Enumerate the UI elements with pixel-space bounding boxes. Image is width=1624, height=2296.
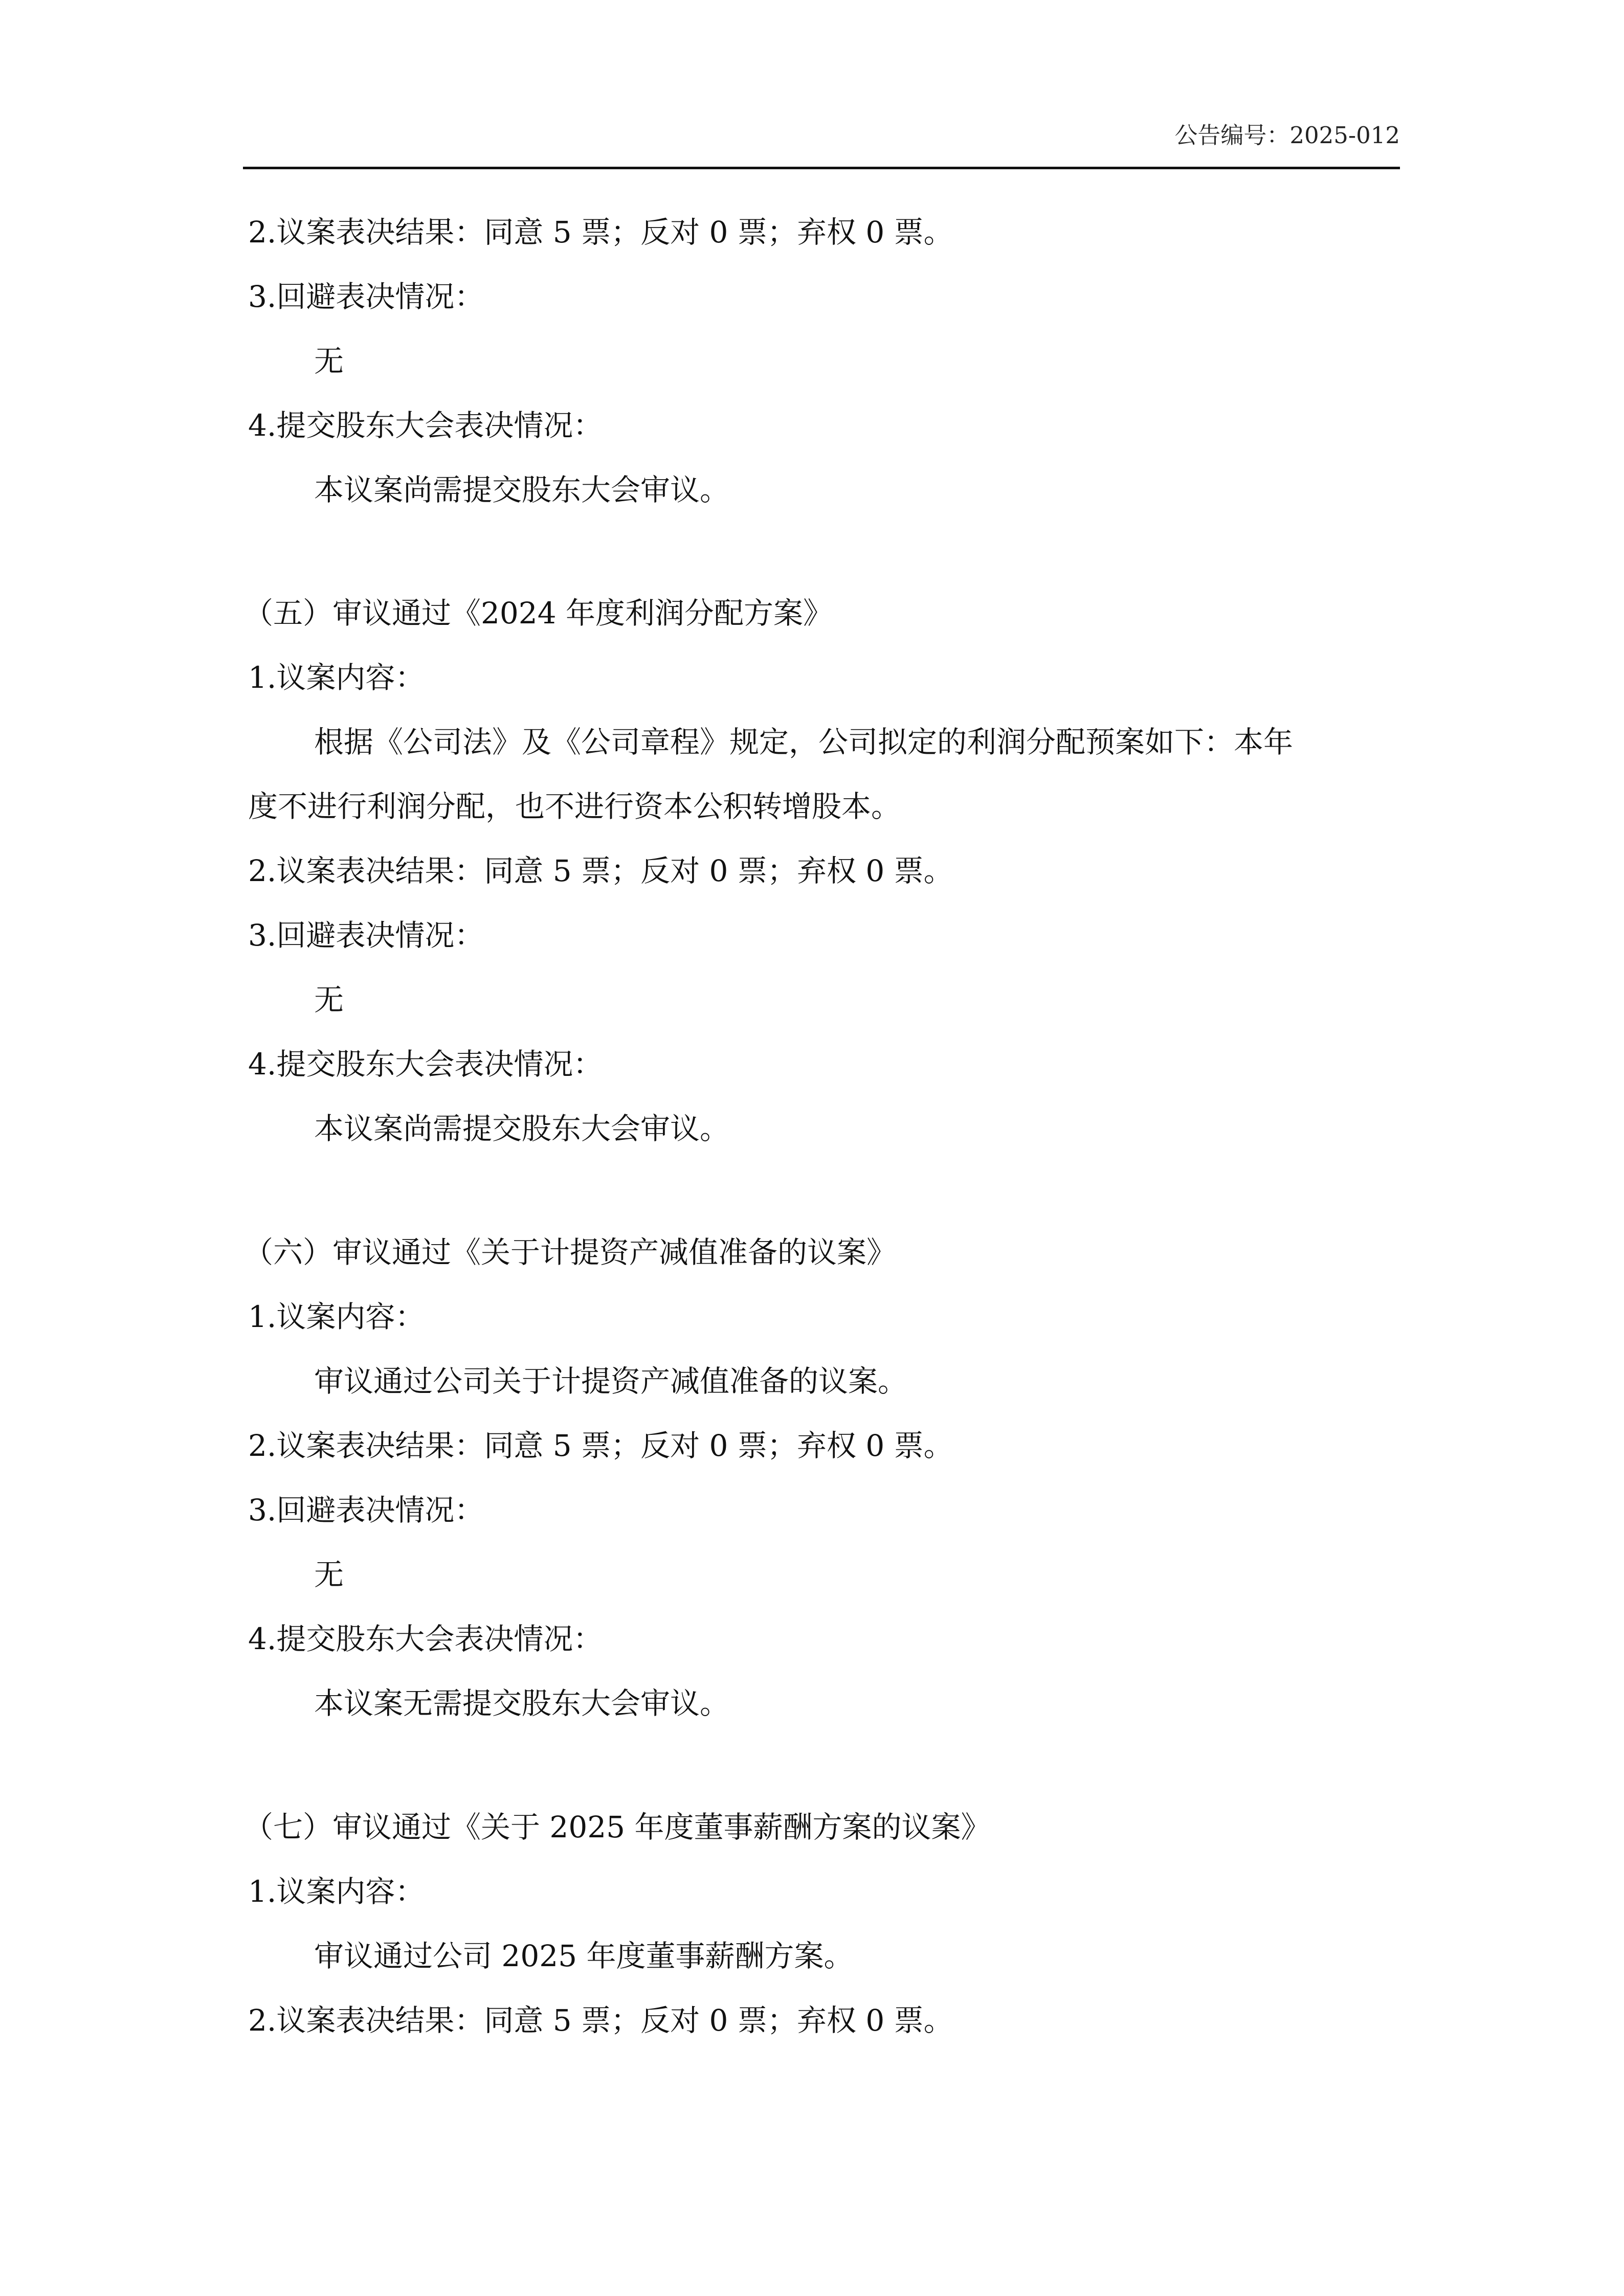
header-divider [243, 167, 1400, 169]
vote-result-line: 2.议案表决结果：同意 5 票；反对 0 票；弃权 0 票。 [248, 215, 953, 250]
shareholder-value: 本议案无需提交股东大会审议。 [314, 1686, 730, 1721]
shareholder-heading: 4.提交股东大会表决情况： [248, 408, 603, 443]
proposal-content-heading: 1.议案内容： [248, 660, 425, 695]
recusal-heading: 3.回避表决情况： [248, 1493, 484, 1527]
recusal-heading: 3.回避表决情况： [248, 279, 484, 314]
recusal-heading: 3.回避表决情况： [248, 918, 484, 953]
proposal-content-text: 根据《公司法》及《公司章程》规定，公司拟定的利润分配预案如下：本年 [314, 725, 1294, 759]
proposal-content-text-cont: 度不进行利润分配，也不进行资本公积转增股本。 [248, 789, 901, 824]
vote-result-line: 2.议案表决结果：同意 5 票；反对 0 票；弃权 0 票。 [248, 2003, 953, 2038]
shareholder-value: 本议案尚需提交股东大会审议。 [314, 472, 730, 507]
proposal-content-text: 审议通过公司 2025 年度董事薪酬方案。 [314, 1939, 854, 1973]
proposal-content-heading: 1.议案内容： [248, 1874, 425, 1909]
shareholder-heading: 4.提交股东大会表决情况： [248, 1622, 603, 1656]
recusal-value: 无 [314, 982, 344, 1017]
proposal-content-text: 审议通过公司关于计提资产减值准备的议案。 [314, 1364, 908, 1399]
shareholder-value: 本议案尚需提交股东大会审议。 [314, 1111, 730, 1146]
recusal-value: 无 [314, 344, 344, 378]
vote-result-line: 2.议案表决结果：同意 5 票；反对 0 票；弃权 0 票。 [248, 1428, 953, 1463]
section-heading-6: （六）审议通过《关于计提资产减值准备的议案》 [243, 1235, 897, 1270]
section-heading-7: （七）审议通过《关于 2025 年度董事薪酬方案的议案》 [243, 1810, 991, 1844]
announcement-number: 公告编号：2025-012 [1174, 122, 1400, 149]
recusal-value: 无 [314, 1557, 344, 1592]
proposal-content-heading: 1.议案内容： [248, 1299, 425, 1334]
vote-result-line: 2.议案表决结果：同意 5 票；反对 0 票；弃权 0 票。 [248, 853, 953, 888]
shareholder-heading: 4.提交股东大会表决情况： [248, 1047, 603, 1082]
section-heading-5: （五）审议通过《2024 年度利润分配方案》 [243, 596, 833, 631]
